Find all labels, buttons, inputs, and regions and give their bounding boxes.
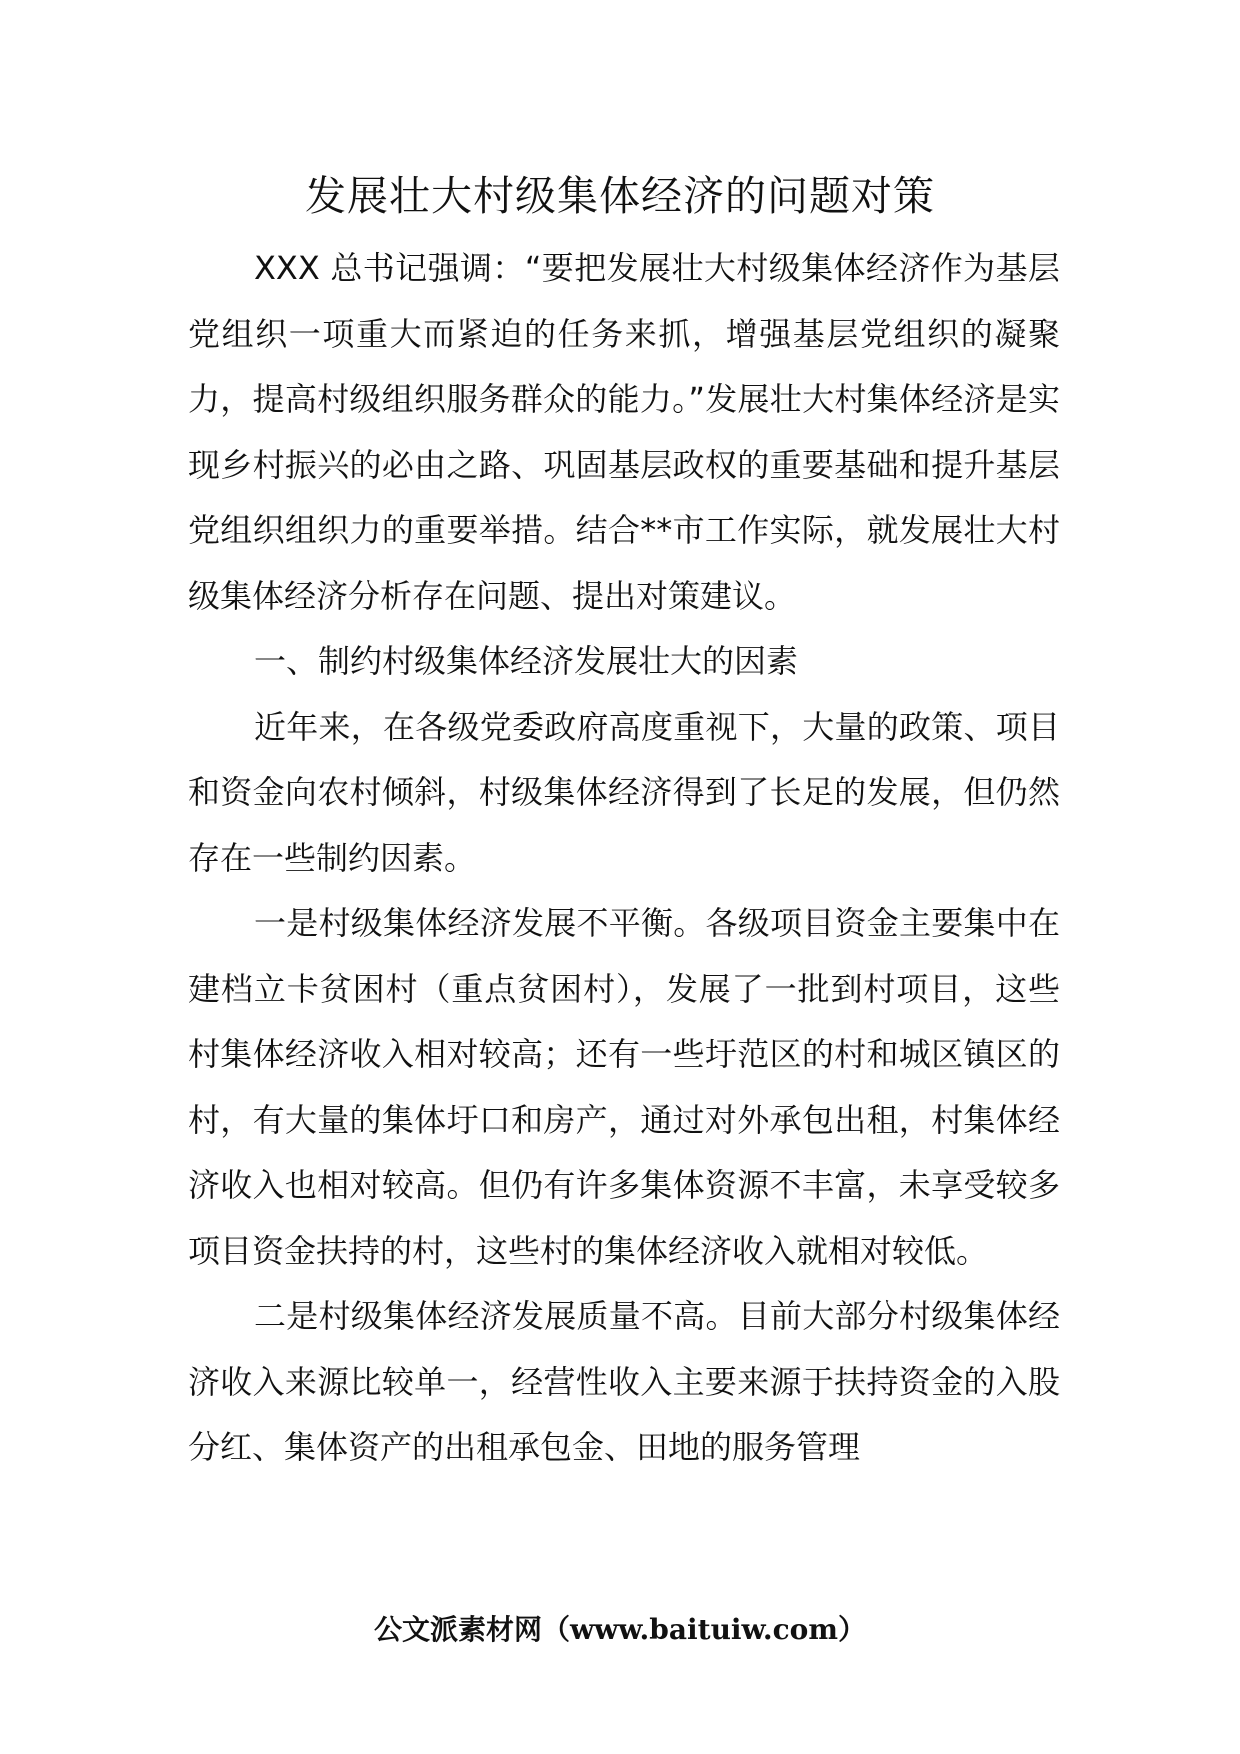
footer-watermark: 公文派素材网（www.baituiw.com）	[374, 1613, 866, 1646]
paragraph-overview: 近年来，在各级党委政府高度重视下，大量的政策、项目和资金向农村倾斜，村级集体经济得到了长足的发展，但仍然存在一些制约因素。	[188, 707, 1060, 877]
paragraph-point-1: 一是村级集体经济发展不平衡。各级项目资金主要集中在建档立卡贫困村（重点贫困村），发展了一批到村项目，这些村集体经济收入相对较高；还有一些圩范区的村和城区镇区的村，有大量的集体圩口和房产，通过对外承包出租，村集体经济收入也相对较高。但仍有许多集体资源不丰富，未享受较多项目资金扶持的村，这些村的集体经济收入就相对较低。	[188, 904, 1060, 1270]
paragraph-intro: XXX 总书记强调：“要把发展壮大村级集体经济作为基层党组织一项重大而紧迫的任务来抓，增强基层党组织的凝聚力，提高村级组织服务群众的能力。”发展壮大村集体经济是实现乡村振兴的必由之路、巩固基层政权的重要基础和提升基层党组织组织力的重要举措。结合**市工作实际，就发展壮大村级集体经济分析存在问题、提出对策建议。	[188, 249, 1060, 615]
document-title: 发展壮大村级集体经济的问题对策	[305, 172, 935, 220]
paragraph-point-2: 二是村级集体经济发展质量不高。目前大部分村级集体经济收入来源比较单一，经营性收入主要来源于扶持资金的入股分红、集体资产的出租承包金、田地的服务管理	[188, 1297, 1060, 1466]
section-heading-1: 一、制约村级集体经济发展壮大的因素	[254, 642, 799, 680]
document-body	[188, 236, 1060, 1481]
